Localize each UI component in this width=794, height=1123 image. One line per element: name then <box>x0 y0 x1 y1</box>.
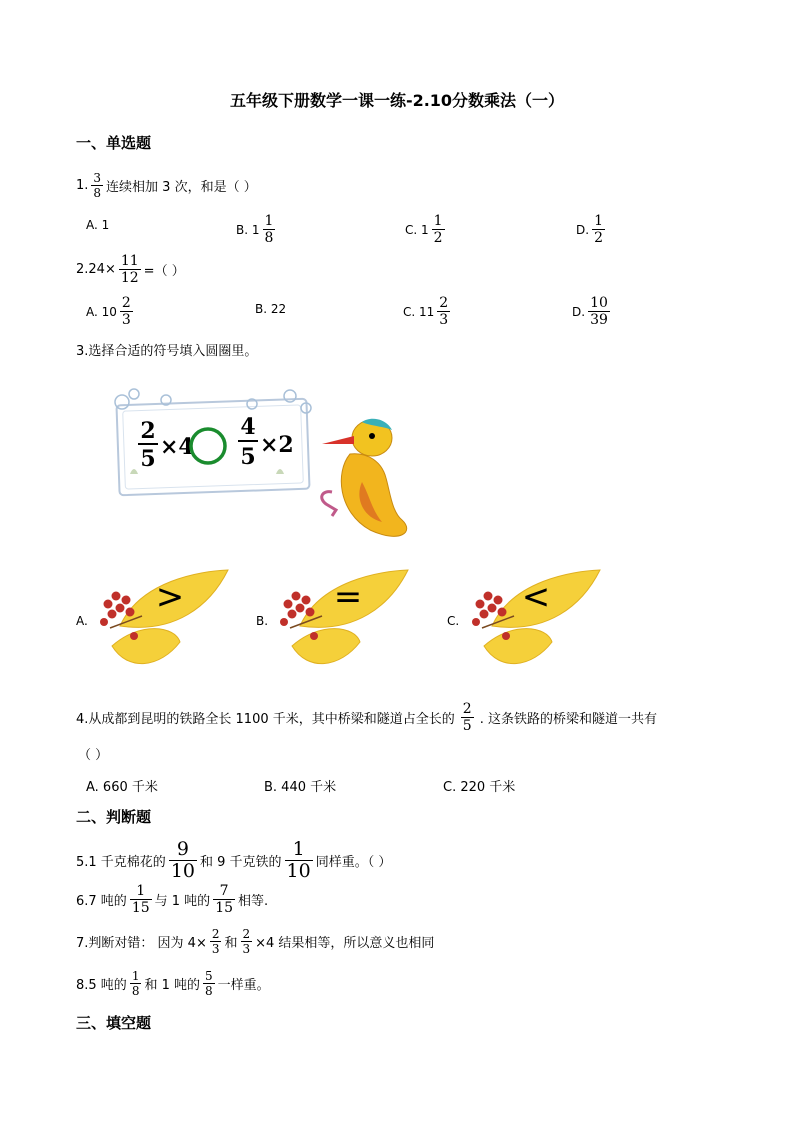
option-b[interactable]: B. 440 千米 <box>264 780 337 795</box>
bird-icon <box>322 419 407 537</box>
question-number: 2.24× <box>76 262 116 277</box>
right-denominator: 5 <box>240 444 256 470</box>
option-b[interactable]: B. <box>256 614 269 628</box>
leaf-option-a[interactable] <box>90 566 230 685</box>
question-text: =（ ） <box>143 264 185 279</box>
leaf-option-b[interactable] <box>270 566 410 685</box>
option-a[interactable]: A. 660 千米 <box>86 780 158 795</box>
leaf-berry-equal-icon <box>270 566 410 681</box>
option-d[interactable]: D. $\frac{10}{39}$ <box>572 295 608 328</box>
snowflake-icon <box>129 389 139 399</box>
leaf-berry-greater-icon <box>90 566 230 681</box>
comparison-card-svg <box>100 382 430 542</box>
option-b[interactable]: B. 1 $\frac{1}{8}$ <box>236 213 274 246</box>
fraction: $\frac{1}{8}$ <box>264 213 274 246</box>
fraction: $\frac{5}{8}$ <box>205 969 213 998</box>
fraction: $\frac{1}{10}$ <box>286 838 311 882</box>
fraction: $\frac{1}{15}$ <box>131 883 150 916</box>
question-4: 4.从成都到昆明的铁路全长 1100 千米，其中桥梁和隧道占全长的 $\frac{2}{5}$ . 这条铁路的桥梁和隧道一共有 <box>76 701 657 734</box>
right-numerator: 4 <box>240 414 256 440</box>
option-d[interactable]: D. $\frac{1}{2}$ <box>576 213 603 246</box>
fraction: $\frac{11}{12}$ <box>120 253 139 286</box>
left-denominator: 5 <box>140 446 156 472</box>
question-1 <box>76 172 257 199</box>
left-numerator: 2 <box>140 418 156 444</box>
fraction: $\frac{2}{3}$ <box>211 927 220 956</box>
option-a[interactable]: A. <box>76 614 88 628</box>
fraction: $\frac{2}{5}$ <box>462 701 472 734</box>
leaf-berry-less-icon <box>462 566 602 681</box>
question-7: 7.判断对错： 因为 4× $\frac{2}{3}$ 和 $\frac{2}{3}$ ×4 结果相等，所以意义也相同 <box>76 927 435 956</box>
fraction: $\frac{2}{3}$ <box>439 295 449 328</box>
comparison-illustration <box>100 382 430 542</box>
symbol-text: > <box>155 577 185 617</box>
fraction: $\frac{1}{2}$ <box>433 213 443 246</box>
fraction: $\frac{1}{8}$ <box>131 969 140 998</box>
question-8: 8.5 吨的 $\frac{1}{8}$ 和 1 吨的 $\frac{5}{8}$ 一样重。 <box>76 969 270 998</box>
section-heading-true-false: 二、判断题 <box>76 808 152 826</box>
option-b[interactable]: B. 22 <box>255 302 287 316</box>
fraction: $\frac{1}{2}$ <box>594 213 603 246</box>
symbol-text: < <box>521 577 551 617</box>
symbol-text: = <box>333 577 363 617</box>
right-multiplier: ×2 <box>260 432 294 458</box>
question-text: 连续相加 3 次，和是（ ） <box>106 180 257 195</box>
fraction: $\frac{2}{3}$ <box>242 927 251 956</box>
fraction: $\frac{3}{8}$ <box>93 171 102 200</box>
question-5: 5.1 千克棉花的 $\frac{9}{10}$ 和 9 千克铁的 $\frac{1}{10}$ 同样重。（ ） <box>76 838 392 882</box>
option-c[interactable]: C. <box>447 614 460 628</box>
question-6: 6.7 吨的 $\frac{1}{15}$ 与 1 吨的 $\frac{7}{15}$ 相等. <box>76 883 269 916</box>
option-a[interactable]: A. 1 <box>86 218 110 232</box>
fraction: $\frac{2}{3}$ <box>121 295 131 328</box>
fraction: $\frac{9}{10}$ <box>170 838 195 882</box>
question-2 <box>76 254 185 285</box>
option-c[interactable]: C. 220 千米 <box>443 780 516 795</box>
option-a[interactable]: A. 10 $\frac{2}{3}$ <box>86 295 131 328</box>
question-4-answer-paren: （ ） <box>78 748 109 763</box>
leaf-option-c[interactable] <box>462 566 602 685</box>
section-heading-fill-blank: 三、填空题 <box>76 1014 152 1032</box>
question-3: 3.选择合适的符号填入圆圈里。 <box>76 344 258 359</box>
page-title: 五年级下册数学一课一练-2.10分数乘法（一） <box>229 91 565 110</box>
question-number: 1. <box>76 178 89 193</box>
option-c[interactable]: C. 11 $\frac{2}{3}$ <box>403 295 449 328</box>
fraction: $\frac{10}{39}$ <box>590 295 608 328</box>
fraction: $\frac{7}{15}$ <box>215 883 234 916</box>
section-heading-single-choice: 一、单选题 <box>76 134 152 152</box>
option-c[interactable]: C. 1 $\frac{1}{2}$ <box>405 213 443 246</box>
left-multiplier: ×4 <box>160 434 194 460</box>
